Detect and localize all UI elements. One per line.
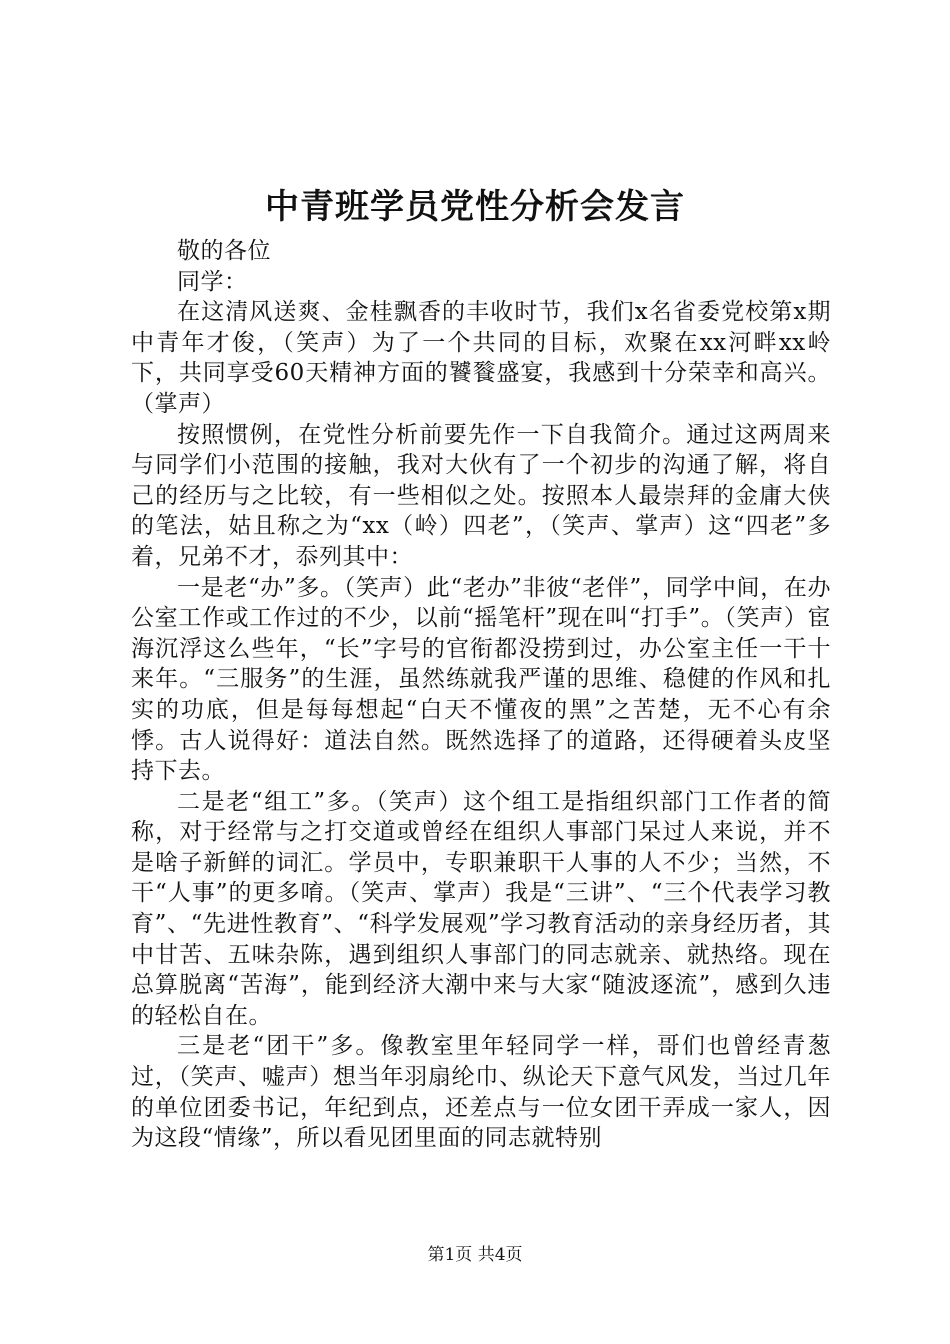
body-paragraph: 按照惯例，在党性分析前要先作一下自我简介。通过这两周来与同学们小范围的接触，我对大伙有了一个初步的沟通了解，将自己的经历与之比较，有一些相似之处。按照本人最崇拜的金庸大侠的笔法，姑且称之为“xx（岭）四老”，（笑声、掌声）这“四老”多着，兄弟不才，忝列其中： <box>131 421 831 570</box>
document-body <box>131 236 831 1154</box>
document-title: 中青班学员党性分析会发言 <box>265 187 685 227</box>
body-paragraph: 二是老“组工”多。（笑声）这个组工是指组织部门工作者的简称，对于经常与之打交道或曾经在组织人事部门呆过人来说，并不是啥子新鲜的词汇。学员中，专职兼职干人事的人不少；当然，不干“人事”的更多唷。（笑声、掌声）我是“三讲”、“三个代表学习教育”、“先进性教育”、“科学发展观”学习教育活动的亲身经历者，其中甘苦、五味杂陈，遇到组织人事部门的同志就亲、就热络。现在总算脱离“苦海”，能到经济大潮中来与大家“随波逐流”，感到久违的轻松自在。 <box>131 788 831 1029</box>
body-paragraph: 在这清风送爽、金桂飘香的丰收时节，我们x名省委党校第x期中青年才俊，（笑声）为了一个共同的目标，欢聚在xx河畔xx岭下，共同享受60天精神方面的饕餮盛宴，我感到十分荣幸和高兴。（掌声） <box>131 299 831 417</box>
body-paragraph: 三是老“团干”多。像教室里年轻同学一样，哥们也曾经青葱过，（笑声、嘘声）想当年羽扇纶巾、纵论天下意气风发，当过几年的单位团委书记，年纪到点，还差点与一位女团干弄成一家人，因为这段“情缘”，所以看见团里面的同志就特别 <box>131 1033 831 1152</box>
salutation-line: 敬的各位 <box>177 238 271 264</box>
body-paragraph: 一是老“办”多。（笑声）此“老办”非彼“老伴”，同学中间，在办公室工作或工作过的不少，以前“摇笔杆”现在叫“打手”。（笑声）宦海沉浮这么些年，“长”字号的官衔都没捞到过，办公室主任一干十来年。“三服务”的生涯，虽然练就我严谨的思维、稳健的作风和扎实的功底，但是每每想起“白天不懂夜的黑”之苦楚，无不心有余悸。古人说得好：道法自然。既然选择了的道路，还得硬着头皮坚持下去。 <box>131 574 831 785</box>
salutation-line: 同学： <box>177 268 248 295</box>
page-number-footer: 第1页 共4页 <box>427 1245 523 1265</box>
